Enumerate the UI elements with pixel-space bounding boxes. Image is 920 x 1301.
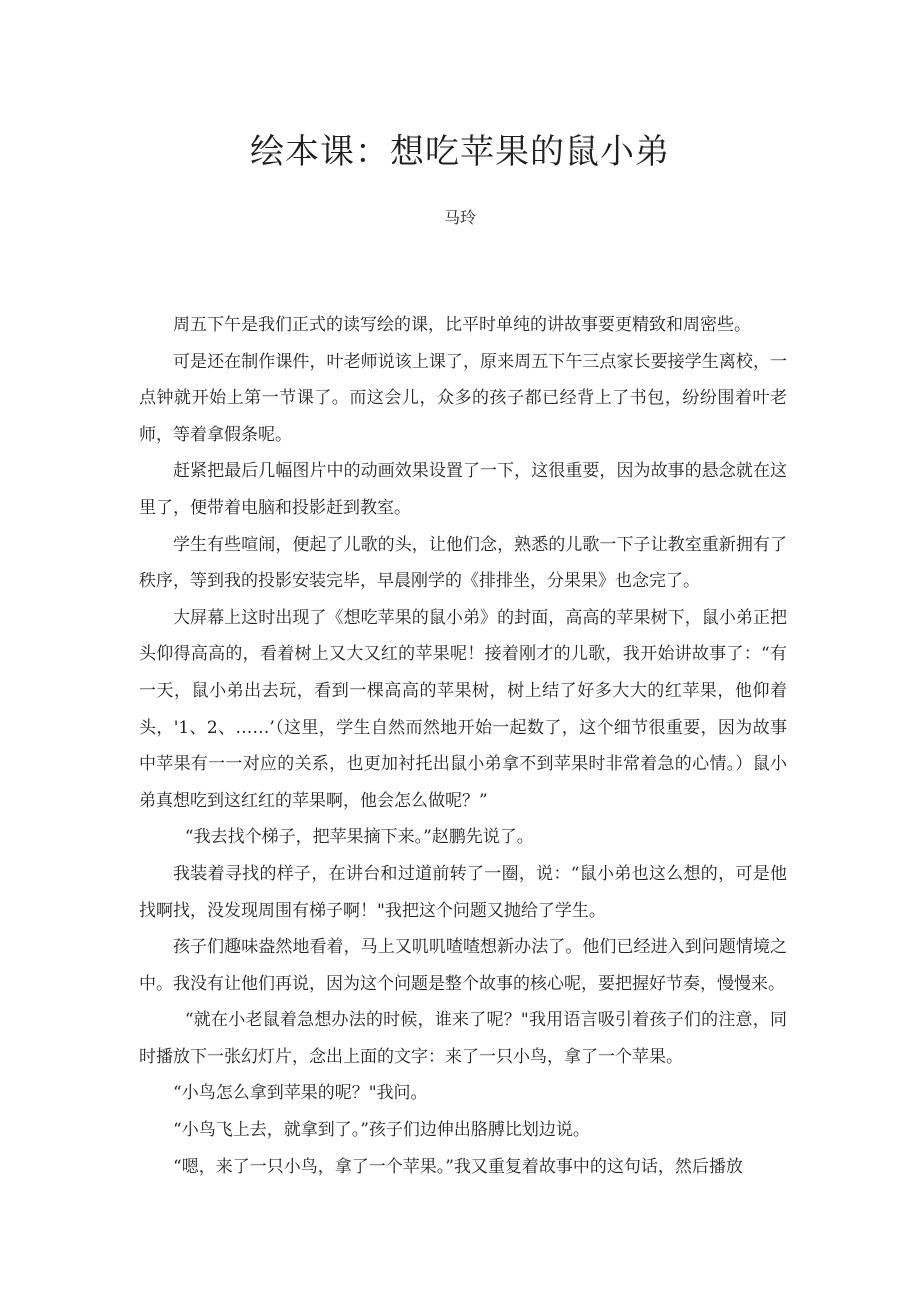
paragraph: “就在小老鼠着急想办法的时候，谁来了呢？"我用语言吸引着孩子们的注意，同时播放下一张幻灯片，念出上面的文字：来了一只小鸟，拿了一个苹果。 [139,1010,787,1067]
paragraph: 孩子们趣味盎然地看着，马上又叽叽喳喳想新办法了。他们已经进入到问题情境之中。我没有让他们再说，因为这个问题是整个故事的核心呢，要把握好节奏，慢慢来。 [139,937,787,994]
paragraph: 学生有些喧闹，便起了儿歌的头，让他们念，熟悉的儿歌一下子让教室重新拥有了秩序，等到我的投影安装完毕，早晨刚学的《排排坐，分果果》也念完了。 [139,534,787,592]
paragraph: 周五下午是我们正式的读写绘的课，比平时单纯的讲故事要更精致和周密些。 [173,315,751,335]
paragraph: “嗯，来了一只小鸟，拿了一个苹果。”我又重复着故事中的这句话，然后播放 [173,1156,743,1177]
paragraph: 可是还在制作课件，叶老师说该上课了，原来周五下午三点家长要接学生离校，一点钟就开始上第一节课了。而这会儿，众多的孩子都已经背上了书包，纷纷围着叶老师，等着拿假条呢。 [139,351,787,445]
paragraph: 我装着寻找的样子，在讲台和过道前转了一圈，说：“鼠小弟也这么想的，可是他找啊找，没发现周围有梯子啊！"我把这个问题又抛给了学生。 [139,863,787,921]
paragraph: “小鸟飞上去，就拿到了。”孩子们边伸出胳膊比划边说。 [173,1120,590,1141]
paragraph: 赶紧把最后几幅图片中的动画效果设置了一下，这很重要，因为故事的悬念就在这里了，便带着电脑和投影赶到教室。 [139,461,787,518]
paragraph: “小鸟怎么拿到苹果的呢？"我问。 [173,1083,428,1104]
paragraph: 大屏幕上这时出现了《想吃苹果的鼠小弟》的封面，高高的苹果树下，鼠小弟正把头仰得高高的，看着树上又大又红的苹果呢！接着刚才的儿歌，我开始讲故事了：“有一天，鼠小弟出去玩，看到一棵高高的苹果树，树上结了好多大大的红苹果，他仰着头，'1、2、……’（这里，学生自然而然地开始一起数了，这个细节很重要，因为故事中苹果有一一对应的关系，也更加衬托出鼠小弟拿不到苹果时非常着急的心情。）鼠小弟真想吃到这红红的苹果啊，他会怎么做呢？” [139,607,787,811]
paragraph: “我去找个梯子，把苹果摘下来。”赵鹏先说了。 [184,827,534,848]
article-body [139,307,787,1185]
author-name: 马玲 [443,208,476,227]
document-title: 绘本课：想吃苹果的鼠小弟 [250,132,670,172]
